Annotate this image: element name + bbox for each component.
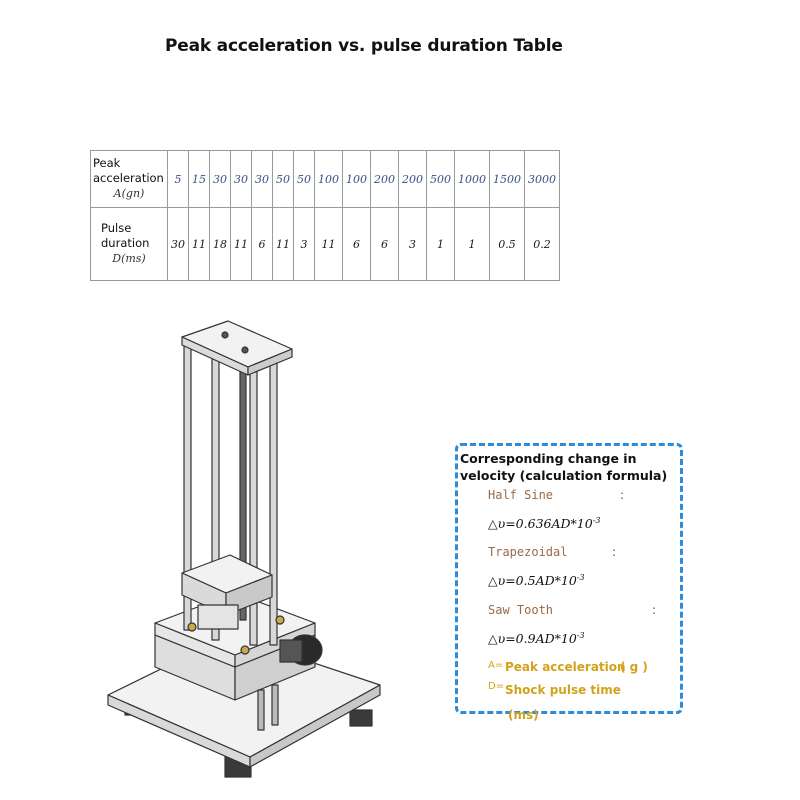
exponent: -3	[576, 573, 585, 582]
half-sine-label: Half Sine	[488, 488, 554, 502]
saw-tooth-colon: :	[652, 603, 657, 617]
acc-cell: 1500	[490, 151, 525, 208]
acc-cell: 100	[315, 151, 343, 208]
pulse-table	[90, 150, 560, 281]
d-unit: (ms)	[508, 708, 539, 722]
acc-header-line1: Peak	[93, 156, 121, 170]
acc-header-line2: acceleration	[93, 171, 164, 185]
dur-cell: 6	[371, 208, 399, 281]
dur-cell: 1	[455, 208, 490, 281]
acc-cell: 30	[252, 151, 273, 208]
dur-cell: 6	[252, 208, 273, 281]
duration-header	[91, 208, 168, 281]
exponent: -3	[592, 516, 601, 525]
a-description: Peak acceleration	[505, 660, 626, 674]
dur-cell: 1	[427, 208, 455, 281]
acc-cell: 500	[427, 151, 455, 208]
dur-cell: 30	[168, 208, 189, 281]
dur-cell: 0.2	[525, 208, 560, 281]
acc-cell: 3000	[525, 151, 560, 208]
acc-cell: 100	[343, 151, 371, 208]
dur-cell: 3	[399, 208, 427, 281]
acc-cell: 5	[168, 151, 189, 208]
shock-tester-illustration	[100, 305, 400, 785]
saw-tooth-label: Saw Tooth	[488, 603, 554, 617]
dur-cell: 11	[189, 208, 210, 281]
page-title: Peak acceleration vs. pulse duration Table	[165, 36, 563, 56]
trapezoidal-label: Trapezoidal	[488, 545, 568, 559]
acc-header-line3: A(gn)	[113, 187, 145, 200]
trapezoidal-equation: $\triangle\upsilon=0.5AD*10^{-3}$	[488, 573, 585, 589]
acceleration-header	[91, 151, 168, 208]
d-prefix: D=	[488, 681, 505, 692]
dur-cell: 6	[343, 208, 371, 281]
acc-cell: 200	[399, 151, 427, 208]
dur-cell: 11	[273, 208, 294, 281]
dur-header-line1: Pulse	[101, 221, 132, 235]
exponent: -3	[576, 631, 585, 640]
dur-header-line3: D(ms)	[112, 252, 146, 265]
dur-cell: 3	[294, 208, 315, 281]
dur-cell: 11	[315, 208, 343, 281]
half-sine-equation: $\triangle\upsilon=0.636AD*10^{-3}$	[488, 516, 601, 532]
half-sine-colon: :	[620, 488, 625, 502]
a-unit: ( g )	[620, 660, 648, 674]
duration-row	[91, 208, 560, 281]
trapezoidal-colon: :	[612, 545, 617, 559]
dur-cell: 18	[210, 208, 231, 281]
acc-cell: 50	[294, 151, 315, 208]
acc-cell: 30	[210, 151, 231, 208]
saw-tooth-equation: $\triangle\upsilon=0.9AD*10^{-3}$	[488, 631, 585, 647]
acceleration-row	[91, 151, 560, 208]
acc-cell: 200	[371, 151, 399, 208]
d-description: Shock pulse time	[505, 683, 621, 697]
a-prefix: A=	[488, 660, 504, 671]
acc-cell: 30	[231, 151, 252, 208]
formula-box-title: Corresponding change in velocity (calculation formula)	[460, 450, 675, 484]
dur-header-line2: duration	[101, 236, 150, 250]
dur-cell: 0.5	[490, 208, 525, 281]
acc-cell: 1000	[455, 151, 490, 208]
dur-cell: 11	[231, 208, 252, 281]
acc-cell: 50	[273, 151, 294, 208]
acc-cell: 15	[189, 151, 210, 208]
